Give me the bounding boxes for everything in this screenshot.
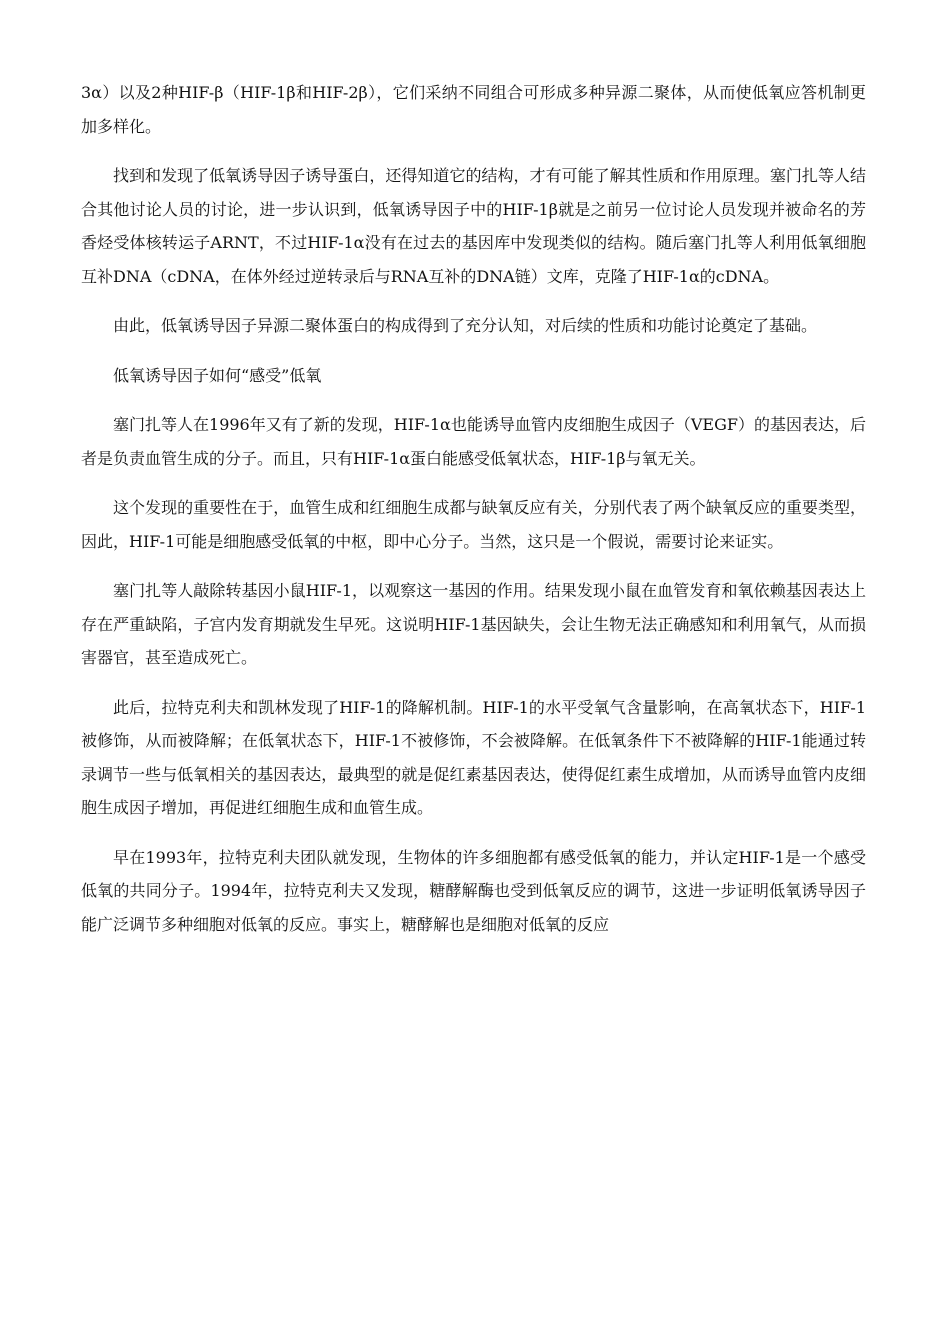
paragraph-8: 此后，拉特克利夫和凯林发现了HIF-1的降解机制。HIF-1的水平受氧气含量影响，在高氧状态下，HIF-1被修饰，从而被降解；在低氧状态下，HIF-1不被修饰，不会被降解。在低氧条件下不被降解的HIF-1能通过转录调节一些与低氧相关的基因表达，最典型的就是促红素基因表达，使得促红素生成增加，从而诱导血管内皮细胞生成因子增加，再促进红细胞生成和血管生成。 [81, 697, 866, 817]
paragraph-9: 早在1993年，拉特克利夫团队就发现，生物体的许多细胞都有感受低氧的能力，并认定HIF-1是一个感受低氧的共同分子。1994年，拉特克利夫又发现，糖酵解酶也受到低氧反应的调节，这进一步证明低氧诱导因子能广泛调节多种细胞对低氧的反应。事实上，糖酵解也是细胞对低氧的反应 [81, 847, 866, 934]
paragraph-5: 塞门扎等人在1996年又有了新的发现，HIF-1α也能诱导血管内皮细胞生成因子（VEGF）的基因表达，后者是负责血管生成的分子。而且，只有HIF-1α蛋白能感受低氧状态，HIF-1β与氧无关。 [81, 415, 866, 468]
paragraph-3: 由此，低氧诱导因子异源二聚体蛋白的构成得到了充分认知，对后续的性质和功能讨论奠定了基础。 [113, 316, 818, 335]
paragraph-7: 塞门扎等人敲除转基因小鼠HIF-1，以观察这一基因的作用。结果发现小鼠在血管发育和氧依赖基因表达上存在严重缺陷，子宫内发育期就发生早死。这说明HIF-1基因缺失，会让生物无法正确感知和利用氧气，从而损害器官，甚至造成死亡。 [81, 581, 866, 667]
section-heading: 低氧诱导因子如何“感受”低氧 [113, 365, 322, 385]
document-body [81, 76, 866, 957]
paragraph-2: 找到和发现了低氧诱导因子诱导蛋白，还得知道它的结构，才有可能了解其性质和作用原理。塞门扎等人结合其他讨论人员的讨论，进一步认识到，低氧诱导因子中的HIF-1β就是之前另一位讨论人员发现并被命名的芳香烃受体核转运子ARNT，不过HIF-1α没有在过去的基因库中发现类似的结构。随后塞门扎等人利用低氧细胞互补DNA（cDNA，在体外经过逆转录后与RNA互补的DNA链）文库，克隆了HIF-1α的cDNA。 [81, 166, 866, 286]
paragraph-1: 3α）以及2种HIF-β（HIF-1β和HIF-2β），它们采纳不同组合可形成多种异源二聚体，从而使低氧应答机制更加多样化。 [81, 83, 866, 136]
paragraph-6: 这个发现的重要性在于，血管生成和红细胞生成都与缺氧反应有关，分别代表了两个缺氧反应的重要类型，因此，HIF-1可能是细胞感受低氧的中枢，即中心分子。当然，这只是一个假说，需要讨论来证实。 [81, 498, 866, 551]
